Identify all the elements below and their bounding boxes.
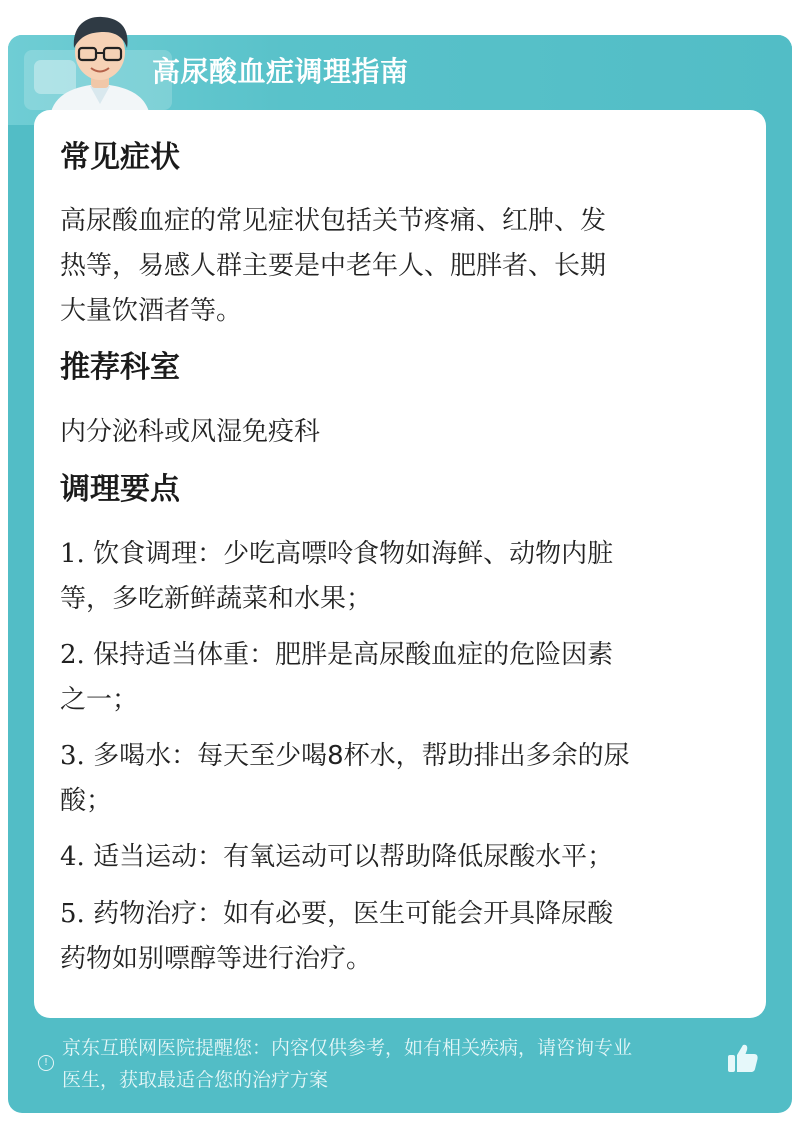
thumbs-up-icon[interactable] <box>726 1041 760 1075</box>
tip-item-3-cont: 酸； <box>60 786 113 816</box>
tip-number: 5. <box>60 899 85 929</box>
symptoms-line-3: 大量饮酒者等。 <box>60 296 243 326</box>
tip-text: 药物治疗：如有必要，医生可能会开具降尿酸 <box>84 899 614 929</box>
symptoms-line-1: 高尿酸血症的常见症状包括关节疼痛、红肿、发 <box>60 206 607 236</box>
disclaimer-line-1: 京东互联网医院提醒您：内容仅供参考，如有相关疾病，请咨询专业 <box>62 1037 633 1059</box>
symptoms-heading: 常见症状 <box>60 140 180 175</box>
info-icon: ! <box>38 1055 54 1071</box>
tip-item-2 <box>60 634 740 676</box>
tip-item-5 <box>60 893 740 935</box>
tip-text: 饮食调理：少吃高嘌呤食物如海鲜、动物内脏 <box>84 539 614 569</box>
tip-text: 多喝水：每天至少喝8杯水，帮助排出多余的尿 <box>84 741 630 771</box>
disclaimer-line-2: 医生，获取最适合您的治疗方案 <box>62 1069 329 1091</box>
page-title: 高尿酸血症调理指南 <box>152 55 409 88</box>
tip-item-3 <box>60 735 740 777</box>
tip-number: 4. <box>60 842 85 872</box>
tip-text: 适当运动：有氧运动可以帮助降低尿酸水平； <box>84 842 614 872</box>
tip-number: 3. <box>60 741 85 771</box>
tip-item-1-cont: 等，多吃新鲜蔬菜和水果； <box>60 584 373 614</box>
tip-number: 2. <box>60 640 85 670</box>
tip-item-2-cont: 之一； <box>60 685 139 715</box>
doctor-avatar <box>44 8 156 116</box>
tips-heading: 调理要点 <box>60 472 180 507</box>
department-text: 内分泌科或风湿免疫科 <box>60 417 321 447</box>
tip-number: 1. <box>60 539 85 569</box>
department-heading: 推荐科室 <box>60 350 180 385</box>
tip-item-5-cont: 药物如别嘌醇等进行治疗。 <box>60 944 373 974</box>
disclaimer-text <box>62 1032 726 1096</box>
symptoms-line-2: 热等，易感人群主要是中老年人、肥胖者、长期 <box>60 251 607 281</box>
tip-text: 保持适当体重：肥胖是高尿酸血症的危险因素 <box>84 640 614 670</box>
tip-item-4 <box>60 836 740 878</box>
tip-item-1 <box>60 533 740 575</box>
